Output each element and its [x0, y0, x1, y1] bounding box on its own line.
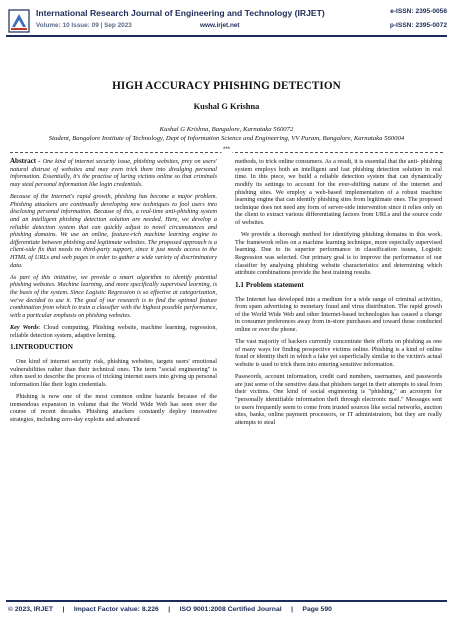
right-paragraph-4: The vast majority of hackers currently concentrate their efforts on phishing as one of many ways for finding prospective victims online. Phishing is a kind of online fraud or identity theft in which a fake yet superficially similar to the victim's actual website is used to trick them into entering sensitive information. — [235, 338, 442, 368]
journal-website: www.irjet.net — [200, 22, 240, 29]
paper-title: HIGH ACCURACY PHISHING DETECTION — [112, 80, 341, 92]
footer-rule — [6, 600, 447, 602]
abstract-paragraph-1: Abstract - One kind of internet security issue, phishing websites, prey on users' natural distrust of websites and may even trick them into divulging personal information. Essentially, it's the practise of luring victims online so that criminals may steal personal information like login credentials. — [10, 157, 217, 188]
right-paragraph-5: Passwords, account information, credit card numbers, usernames, and passwords are just some of the sensitive data that phishers target in their attempts to steal from their victims. One kind of social engineering is "phishing," an acronym for "personally identifiable information theft through electronic mail." Messages sent to users frequently seem to come from trusted sources like social networks, auction sites, banks, online payment processors, or IT administrators, but they are really attempts to steal — [235, 373, 442, 426]
right-paragraph-1: methods, to trick online consumers. As a result, it is essential that the anti- phishing system employs both an intelligent and fast phishing detection solution in real time. In this piece, we build a reliable detection system that can dynamically modify its settings to account for the ever-shifting nature of the internet and phishing sites. We employ a web-based implementation of a robust machine learning engine that can identify phishing sites from legitimate ones. The proposed technique does not need any form of server-side intervention since it relies only on the client to extract various differentiating factors from URLs and the source code of websites. — [235, 158, 442, 226]
keywords: Key Words: Cloud computing, Phishing website, machine learning, regression, reliable detection system, adaptive lerning. — [10, 324, 217, 339]
affiliation — [30, 125, 423, 144]
affiliation-line-2: Student, Bangalore Institute of Technology, Dept of Information Science and Engineering, VV Puram, Bangalore, Karnataka 560004 — [48, 135, 405, 143]
problem-statement-heading: 1.1 Problem statement — [235, 280, 304, 289]
right-paragraph-3: The Internet has developed into a medium for a wide range of criminal activities, from spam advertising to monetary fraud and virus distribution. The rapid growth of the World Wide Web and other Internet-based technologies has caused a change in consumer preferences away from in-store purchases and toward those conducted online or over the phone. — [235, 295, 442, 333]
page-footer: © 2023, IRJET | Impact Factor value: 8.226 | ISO 9001:2008 Certified Journal | Page 590 — [8, 606, 332, 613]
header-rule — [6, 35, 447, 37]
abstract-label: Abstract - — [10, 157, 41, 165]
pissn: p-ISSN: 2395-0072 — [389, 22, 447, 29]
abstract-paragraph-2: Because of the Internet's rapid growth, phishing has become a major problem. Phishing attackers are continually developing new techniques to fool users into disclosing personal information. Because of this, a real-time anti-phishing system and an intelligent phishing detection solution are needed. Here, we develop a reliable detection system that can quickly adjust to novel circumstances and phishing domains. We use an online, feature-rich machine learning engine to differentiate between phishing and legitimate websites. The proposed approach is a client-side fix that needs no third-party support, since it just needs access to the HTML of URLs and web pages in order to gather a wide variety of discriminatory data. — [10, 193, 217, 269]
left-column — [10, 158, 217, 428]
right-column — [235, 158, 442, 431]
right-paragraph-2: We provide a thorough method for identifying phishing domains in this work. The framework relies on a machine learning technique, more especially supervised learning. Due to its superior performance in classification issues, Logistic Regression was selected. Our primary goal is to improve the performance of our classifier by analysing phishing website characteristics and determining which attribute combinations provide the best training results. — [235, 231, 442, 277]
separator-stars: *** — [222, 147, 231, 153]
intro-heading: 1.INTRODUCTION — [10, 343, 73, 352]
irjet-logo-icon — [8, 9, 30, 33]
intro-paragraph-2: Phishing is now one of the most common online hazards because of the tremendous expansion in volume that the World Wide Web has seen over the course of recent decades. Phishing attackers constantly deploy innovative strategies, including zero-day exploits and advanced — [10, 392, 217, 423]
section-separator — [10, 149, 443, 156]
affiliation-line-1: Kushal G Krishna, Bangalore, Karnataka 560072 — [159, 126, 294, 133]
abstract-paragraph-3: As part of this initiative, we provide a smart algorithm to identify potential phishing websites. Machine learning, and more specifically supervised learning, is the basis of the system. Since Logistic Regression is so effective at categorization, we've decided to use it. The goal of our research is to find the optimal feature combination from which to train a classifier with the highest possible performance, with a particular emphasis on phishing websites. — [10, 273, 217, 319]
intro-paragraph-1: One kind of internet security risk, phishing websites, targets users' emotional vulnerabilities rather than their technical ones. The term "social engineering" is often used to describe the process of tricking internet users into giving up personal information like their login credentials. — [10, 357, 217, 388]
eissn: e-ISSN: 2395-0056 — [390, 8, 447, 15]
paper-author: Kushal G Krishna — [193, 102, 260, 111]
keywords-label: Key Words — [10, 324, 39, 331]
journal-name: International Research Journal of Engineering and Technology (IRJET) — [36, 8, 325, 18]
journal-volume: Volume: 10 Issue: 09 | Sep 2023 — [36, 22, 132, 29]
